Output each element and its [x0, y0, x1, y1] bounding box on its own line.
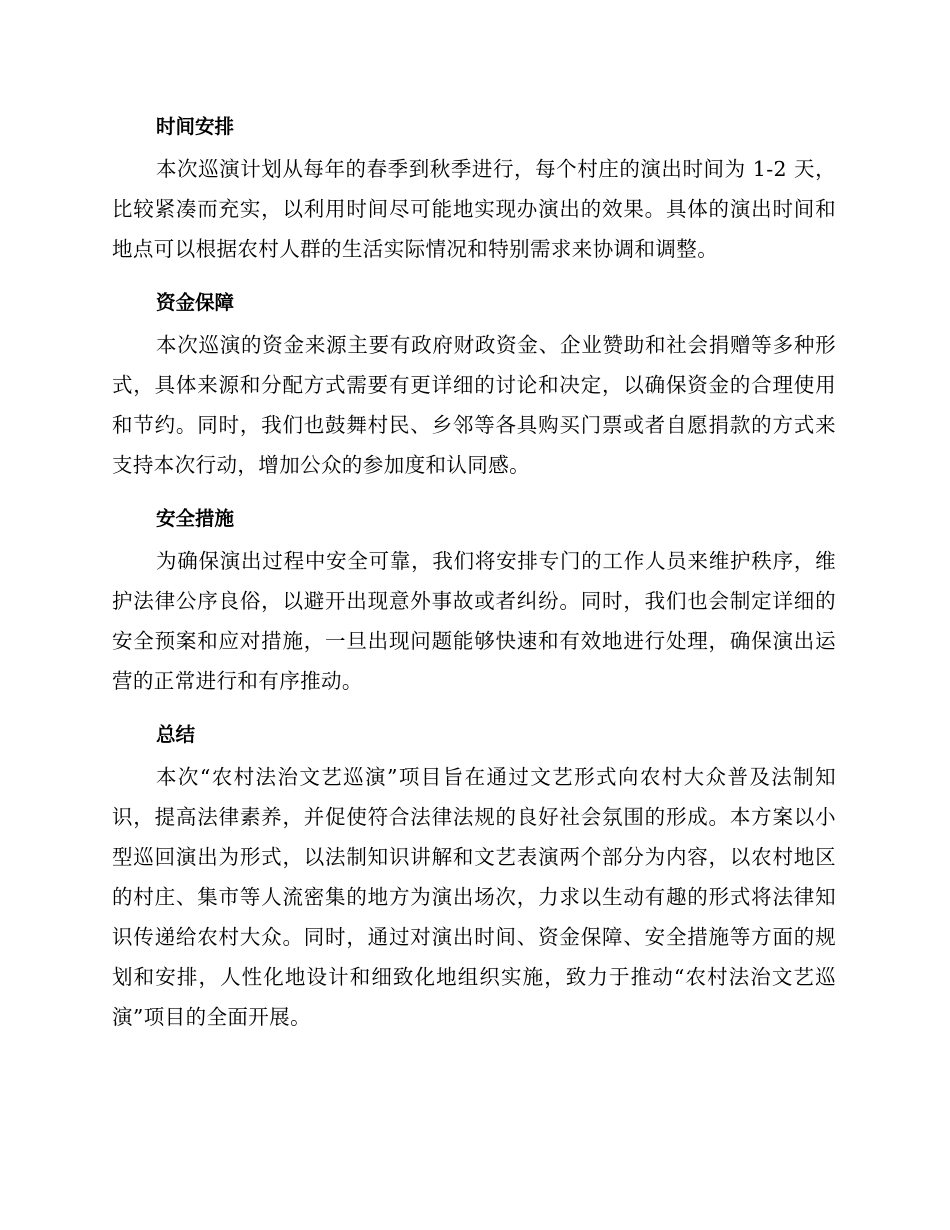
- section-funding: [112, 281, 836, 485]
- section-paragraph: 本次巡演计划从每年的春季到秋季进行，每个村庄的演出时间为 1-2 天，比较紧凑而充实，以利用时间尽可能地实现办演出的效果。具体的演出时间和地点可以根据农村人群的生活实际情况和特别需求来协调和调整。: [112, 157, 836, 261]
- section-paragraph: 本次巡演的资金来源主要有政府财政资金、企业赞助和社会捐赠等多种形式，具体来源和分配方式需要有更详细的讨论和决定，以确保资金的合理使用和节约。同时，我们也鼓舞村民、乡邻等各具购买门票或者自愿捐款的方式来支持本次行动，增加公众的参加度和认同感。: [112, 333, 836, 477]
- section-heading: 总结: [156, 723, 196, 746]
- document-page: [112, 105, 836, 1037]
- section-safety: [112, 497, 836, 701]
- section-heading: 时间安排: [156, 115, 235, 138]
- section-heading: 资金保障: [156, 291, 235, 314]
- section-summary: [112, 713, 836, 1037]
- section-paragraph: 本次“农村法治文艺巡演”项目旨在通过文艺形式向农村大众普及法制知识，提高法律素养，并促使符合法律法规的良好社会氛围的形成。本方案以小型巡回演出为形式，以法制知识讲解和文艺表演两个部分为内容，以农村地区的村庄、集市等人流密集的地方为演出场次，力求以生动有趣的形式将法律知识传递给农村大众。同时，通过对演出时间、资金保障、安全措施等方面的规划和安排，人性化地设计和细致化地组织实施，致力于推动“农村法治文艺巡演”项目的全面开展。: [112, 765, 836, 1029]
- section-heading: 安全措施: [156, 507, 235, 530]
- section-schedule: [112, 105, 836, 269]
- section-paragraph: 为确保演出过程中安全可靠，我们将安排专门的工作人员来维护秩序，维护法律公序良俗，以避开出现意外事故或者纠纷。同时，我们也会制定详细的安全预案和应对措施，一旦出现问题能够快速和有效地进行处理，确保演出运营的正常进行和有序推动。: [112, 549, 836, 693]
